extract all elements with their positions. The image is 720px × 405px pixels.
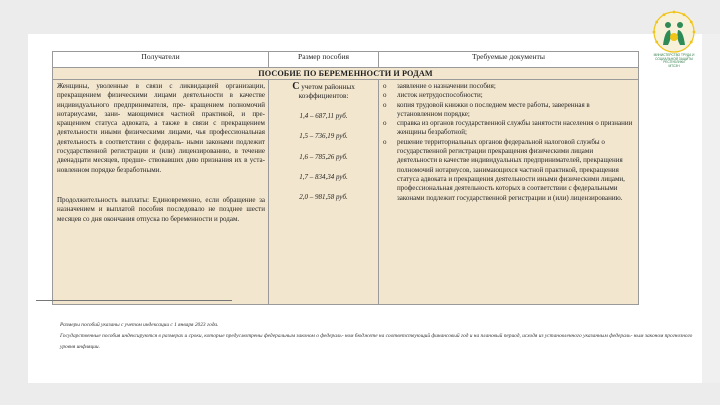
- list-item: o копия трудовой книжки о последнем месте работы, заверенная в установленном порядке;: [383, 100, 590, 118]
- table-title: ПОСОБИЕ ПО БЕРЕМЕННОСТИ И РОДАМ: [53, 68, 639, 80]
- footnotes: [60, 320, 700, 353]
- documents-list: [383, 82, 634, 203]
- list-item: o заявление о назначении пособия;: [383, 82, 496, 90]
- logo-abbr-text: МТСЗН: [668, 63, 680, 68]
- bullet-icon: o: [383, 82, 387, 90]
- header-row: [53, 52, 639, 68]
- logo-caption: [646, 54, 702, 68]
- list-item: o решение территориальных органов федеральной налоговой службы о государственной регистрации прекращения физическими лицами деятельности в качестве индивидуальных предпринимателей, прекращения полномочий нотариусов, занимающихся частной практикой, прекращения статуса адвоката и прекращения деятельности иными физическими лицами, профессиональная деятельность которых в соответствии с федеральными законами подлежит государственной регистрации и (или) лицензированию.: [383, 137, 625, 202]
- title-row: [53, 68, 639, 80]
- bullet-icon: o: [383, 91, 387, 100]
- recipients-text: Женщины, уволенные в связи с ликвидацией организации, прекращением физическими лицами деятельности в качестве индивидуального предпринимателя, пре- кращением полномочий нотариусами, зани- мающимися частной практикой, и пре- кращением статуса адвоката, а также в связи с прекращением деятельности иными физическими лицами, чья профессиональная деятельность в соответствии с федераль- ными законами подлежит государственной регистрации и (или) лицензированию, в течение двенадцати месяцев, предше- ствовавших дню признания их в уста- новленном порядке безработными.: [57, 82, 265, 174]
- header-size: Размер пособия: [269, 52, 379, 68]
- footnote-1: Размеры пособий указаны с учетом индексации с 1 января 2023 года.: [60, 322, 219, 328]
- payment-duration-text: Продолжительность выплаты: Единовременно, если обращение за назначением и выплатой пособия последовало не позднее шести месяцев со дня окончания отпуска по беременности и родам.: [57, 195, 265, 223]
- recipients-cell: [53, 80, 269, 305]
- bullet-icon: o: [383, 119, 387, 128]
- header-documents: Требуемые документы: [379, 52, 639, 68]
- documents-cell: [379, 80, 639, 305]
- size-intro-text: учетом районных коэффициентов:: [298, 83, 355, 100]
- amount-5: 2,0 – 981,58 руб.: [299, 193, 348, 202]
- amount-3: 1,6 – 785,26 руб.: [299, 152, 348, 161]
- bullet-icon: o: [383, 100, 387, 109]
- size-intro-cap: С: [292, 81, 300, 92]
- footnote-divider: [36, 300, 232, 301]
- amount-4: 1,7 – 834,34 руб.: [299, 172, 348, 181]
- right-band: [702, 34, 720, 383]
- bullet-icon: o: [383, 137, 387, 146]
- logo-caption-text: МИНИСТЕРСТВО ТРУДА И СОЦИАЛЬНОЙ ЗАЩИТЫ РЕСПУБЛИКИ: [653, 53, 695, 65]
- list-item: o листок нетрудоспособности;: [383, 91, 483, 100]
- top-band: [0, 0, 720, 34]
- header-recipients: Получатели: [53, 52, 269, 68]
- left-band: [0, 0, 28, 405]
- footnote-2: Государственные пособия индексируются в размерах и сроки, которые предусмотрены федеральным законом о федераль- ном бюджете на соответствующий финансовый год и на плановый период, исходя из установленного указанным федераль- ным законом прогнозного уровня инфляции.: [60, 333, 693, 350]
- bottom-band: [0, 383, 720, 405]
- amount-2: 1,5 – 736,19 руб.: [299, 132, 348, 141]
- amount-1: 1,4 – 687,11 руб.: [299, 112, 348, 120]
- size-intro: [269, 82, 378, 101]
- size-cell: [269, 80, 379, 305]
- body-row: [53, 80, 639, 305]
- list-item: o справка из органов государственной службы занятости населения о признании женщины безработной;: [383, 119, 633, 137]
- benefits-table: [52, 51, 639, 305]
